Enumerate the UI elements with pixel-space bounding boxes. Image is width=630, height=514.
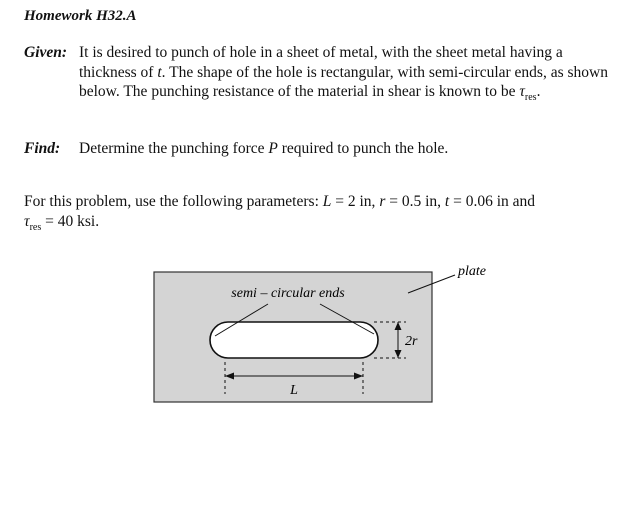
parameters-text: For this problem, use the following parameters: L = 2 in, r = 0.5 in, t = 0.06 in and $\tau_{res} = 40$ ksi. <box>24 193 536 233</box>
given-label: Given: <box>24 44 68 61</box>
plate-label: plate <box>458 264 486 279</box>
length-label: L <box>290 383 298 398</box>
semi-circular-ends-label: semi – circular ends <box>231 286 345 301</box>
homework-title: Homework H32.A <box>24 8 137 24</box>
given-text: It is desired to punch of hole in a sheet of metal, with the sheet metal having a thickness of t. The shape of the hole is rectangular, with semi-circular ends, as shown below. The punching resistance of the material in shear is known to be $\tau_{res}$. <box>79 44 608 104</box>
two-r-label: 2r <box>405 334 418 349</box>
find-text: Determine the punching force P required to punch the hole. <box>79 140 449 157</box>
slot-hole <box>210 322 378 358</box>
find-label: Find: <box>24 140 61 157</box>
